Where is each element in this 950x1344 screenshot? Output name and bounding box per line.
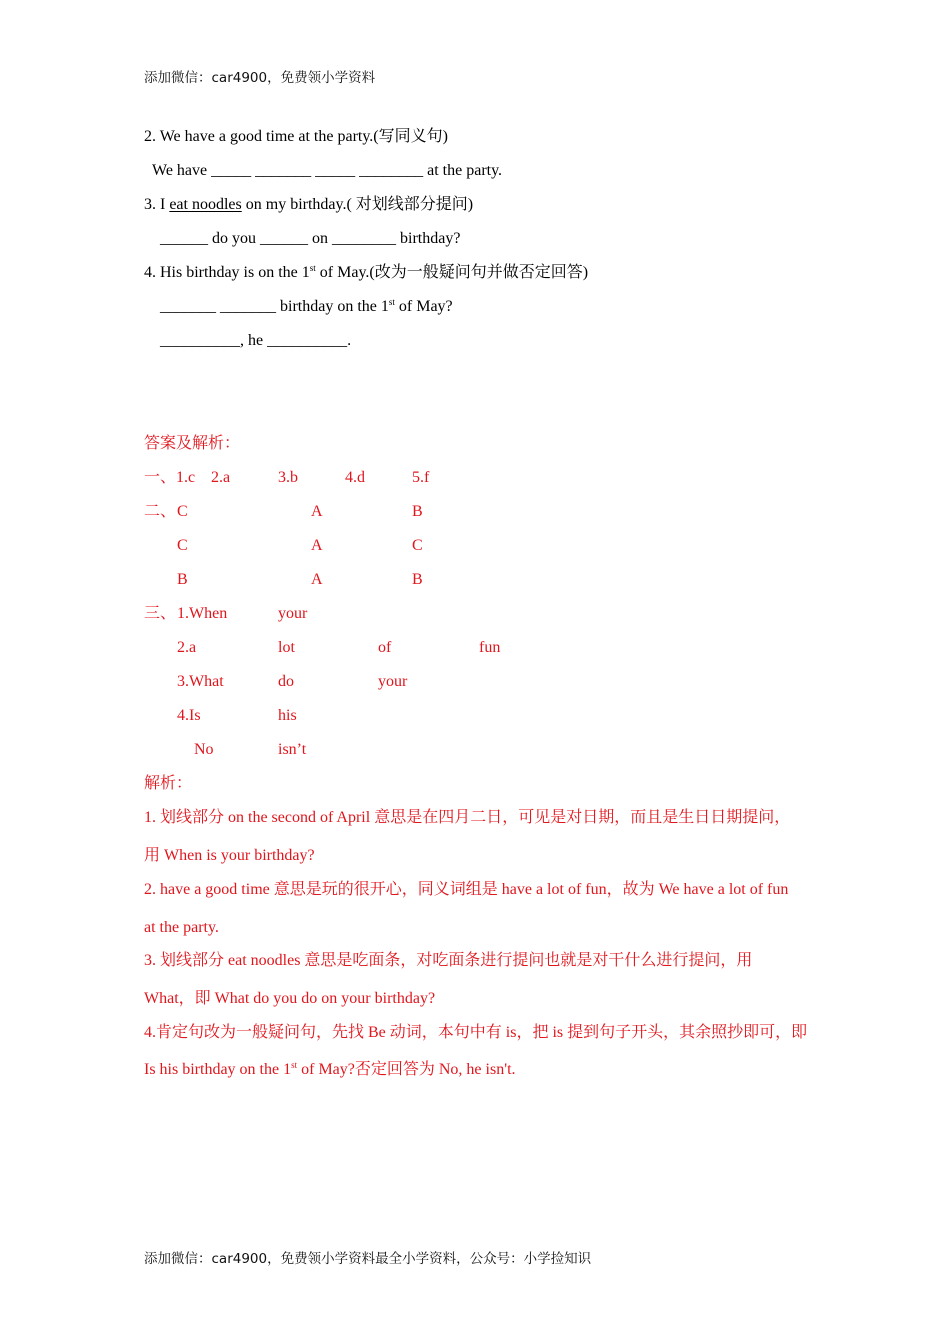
s2-answer: C <box>177 503 188 520</box>
s2-answer: A <box>311 537 323 554</box>
q4-line1-sup: st <box>388 297 395 307</box>
q4-prompt <box>144 263 588 283</box>
explanation-4: 4.肯定句改为一般疑问句，先找 Be 动词，本句中有 is，把 is 提到句子开头，其余照抄即可，即 <box>144 1024 808 1041</box>
q3-prompt <box>144 195 473 215</box>
q4-prompt-sup: st <box>309 263 316 273</box>
s2-answer: C <box>177 537 188 554</box>
answers-title: 答案及解析： <box>144 435 241 452</box>
s2-label: 二、 <box>144 503 177 520</box>
q4-line1-rest: of May? <box>394 298 453 315</box>
explanation-1: 1. 划线部分 on the second of April 意思是在四月二日，可见是对日期，而且是生日日期提问， <box>144 809 791 826</box>
s2-answer: B <box>412 503 423 520</box>
q3-underlined-phrase: eat noodles <box>169 196 242 213</box>
s2-answer: A <box>311 571 323 588</box>
explanation-3: 3. 划线部分 eat noodles 意思是吃面条，对吃面条进行提问也就是对干什么进行提问，用 <box>144 952 753 969</box>
q3-suffix: on my birthday.( 对划线部分提问) <box>241 196 474 213</box>
explanation-3-cont: What，即 What do you do on your birthday? <box>144 990 436 1007</box>
e4-text: Is his birthday on the 1 <box>144 1061 292 1078</box>
s3-answer: 2.a <box>177 639 197 656</box>
page-footer: 添加微信：car4900，免费领小学资料最全小学资料，公众号：小学捡知识 <box>144 1251 592 1267</box>
s1-label: 一、1.c <box>144 469 196 486</box>
s3-answer: fun <box>479 639 501 656</box>
s1-item: 4.d <box>345 469 365 486</box>
s3-answer: 3.What <box>177 673 224 690</box>
s3-answer: do <box>278 673 294 690</box>
explanation-1-cont: 用 When is your birthday? <box>144 847 315 864</box>
analysis-title: 解析： <box>144 775 193 792</box>
s1-item: 3.b <box>278 469 298 486</box>
q4-answer-line-1 <box>160 297 453 317</box>
s2-answer: A <box>311 503 323 520</box>
q4-line1-text: _______ _______ birthday on the 1 <box>160 298 389 315</box>
s2-answer: B <box>412 571 423 588</box>
page-header: 添加微信：car4900，免费领小学资料 <box>144 70 376 86</box>
s3-answer: your <box>278 605 308 622</box>
q4-answer-line-2: __________, he __________. <box>160 332 352 349</box>
s1-item: 5.f <box>412 469 430 486</box>
s3-label: 三、 <box>144 605 177 622</box>
e4-rest: of May?否定回答为 No, he isn't. <box>297 1061 516 1078</box>
s3-answer: 1.When <box>177 605 228 622</box>
explanation-2: 2. have a good time 意思是玩的很开心，同义词组是 have a lot of fun，故为 We have a lot of fun <box>144 881 789 898</box>
s2-answer: C <box>412 537 423 554</box>
s1-item: 2.a <box>211 469 231 486</box>
q2-prompt: 2. We have a good time at the party.(写同义句) <box>144 128 448 145</box>
s3-answer: lot <box>278 639 295 656</box>
q2-answer-line: We have _____ _______ _____ ________ at the party. <box>152 162 503 179</box>
explanation-2-cont: at the party. <box>144 919 219 936</box>
explanation-4-cont <box>144 1060 516 1080</box>
s3-answer: isn’t <box>278 741 307 758</box>
q4-prompt-text: 4. His birthday is on the 1 <box>144 264 310 281</box>
s3-answer: No <box>194 741 214 758</box>
s3-answer: his <box>278 707 297 724</box>
s3-answer: of <box>378 639 392 656</box>
q3-prefix: 3. I <box>144 196 170 213</box>
s3-answer: 4.Is <box>177 707 201 724</box>
q4-prompt-rest: of May.(改为一般疑问句并做否定回答) <box>315 264 589 281</box>
e4-sup: st <box>291 1060 298 1070</box>
s2-answer: B <box>177 571 188 588</box>
s3-answer: your <box>378 673 408 690</box>
q3-answer-line: ______ do you ______ on ________ birthday? <box>160 230 461 247</box>
